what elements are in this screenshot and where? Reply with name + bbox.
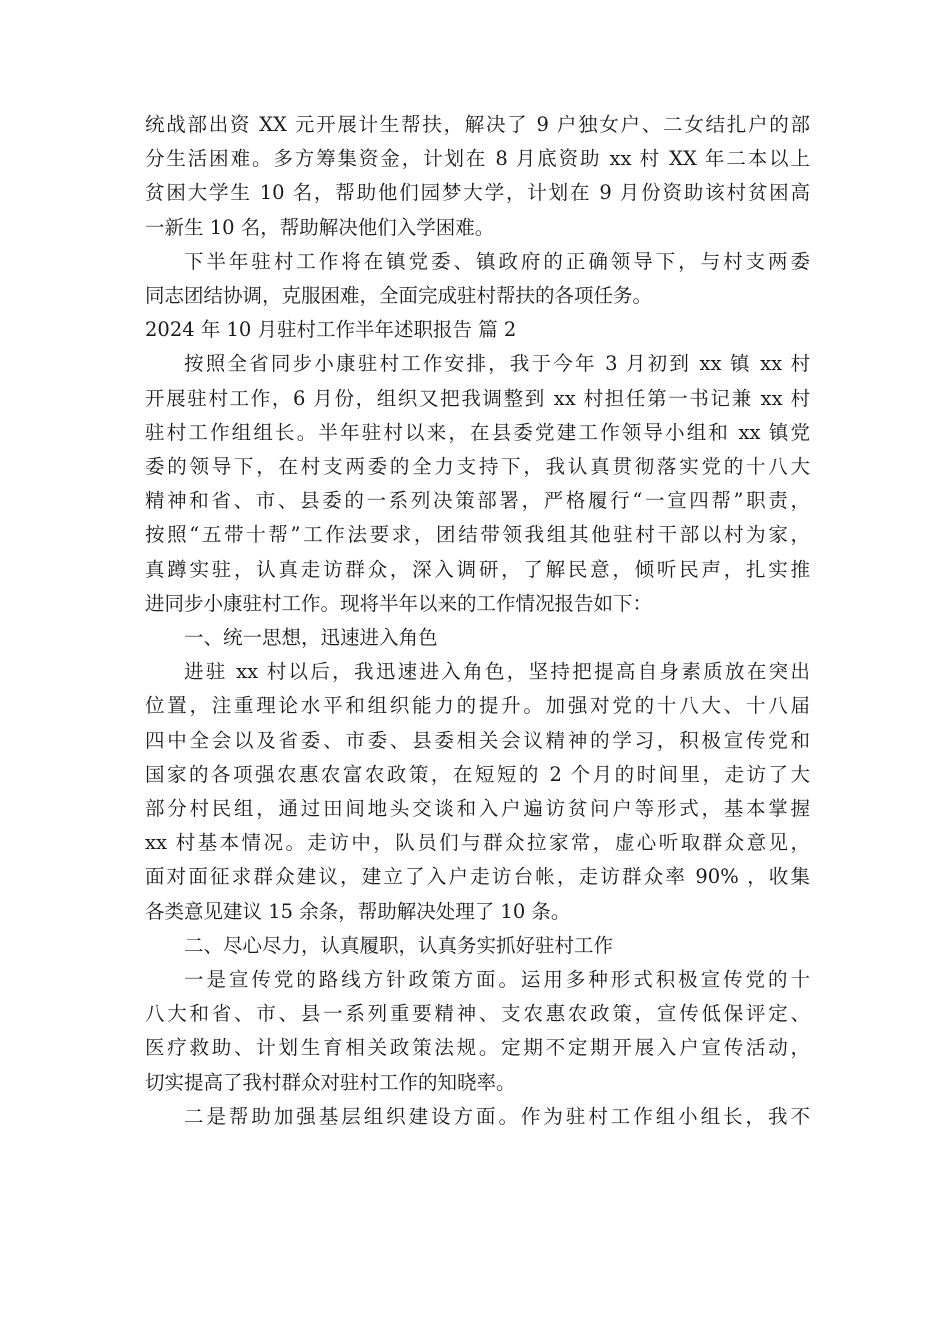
text-line: 切实提高了我村群众对驻村工作的知晓率。	[145, 1070, 516, 1094]
text-line: 按照“五带十帮”工作法要求，团结带领我组其他驻村干部以村为家，	[145, 523, 810, 547]
text-line: 一是宣传党的路线方针政策方面。运用多种形式积极宣传党的十	[184, 968, 810, 992]
text-line: 部分村民组，通过田间地头交谈和入户遍访贫问户等形式，基本掌握	[145, 797, 810, 821]
text-line: 进同步小康驻村工作。现将半年以来的工作情况报告如下：	[145, 591, 653, 615]
text-line: 二是帮助加强基层组织建设方面。作为驻村工作组小组长，我不	[184, 1104, 810, 1128]
text-line: 进驻 xx 村以后，我迅速进入角色，坚持把提高自身素质放在突出	[184, 660, 810, 684]
text-line: 各类意见建议 15 余条，帮助解决处理了 10 条。	[145, 899, 571, 923]
text-line: 按照全省同步小康驻村工作安排，我于今年 3 月初到 xx 镇 xx 村	[184, 352, 810, 376]
text-line: 面对面征求群众建议，建立了入户走访台帐，走访群众率 90% ，收集	[145, 865, 810, 889]
text-line: 分生活困难。多方筹集资金，计划在 8 月底资助 xx 村 XX 年二本以上	[145, 147, 810, 171]
text-line: 同志团结协调，克服困难，全面完成驻村帮扶的各项任务。	[145, 284, 653, 308]
text-line: 医疗救助、计划生育相关政策法规。定期不定期开展入户宣传活动，	[145, 1036, 810, 1060]
text-line: 八大和省、市、县一系列重要精神、支农惠农政策，宣传低保评定、	[145, 1002, 810, 1026]
text-line: 真蹲实驻，认真走访群众，深入调研，了解民意，倾听民声，扎实推	[145, 557, 810, 581]
text-line: xx 村基本情况。走访中，队员们与群众拉家常，虚心听取群众意见，	[145, 831, 810, 855]
text-line: 一、统一思想，迅速进入角色	[184, 626, 438, 650]
text-line: 贫困大学生 10 名，帮助他们园梦大学，计划在 9 月份资助该村贫困高	[145, 181, 810, 205]
text-line: 二、尽心尽力，认真履职，认真务实抓好驻村工作	[184, 933, 614, 957]
text-line: 开展驻村工作，6 月份，组织又把我调整到 xx 村担任第一书记兼 xx 村	[145, 386, 810, 410]
text-line: 统战部出资 XX 元开展计生帮扶，解决了 9 户独女户、二女结扎户的部	[145, 113, 810, 136]
text-line: 四中全会以及省委、市委、县委相关会议精神的学习，积极宣传党和	[145, 728, 810, 752]
text-line: 委的领导下，在村支两委的全力支持下，我认真贯彻落实党的十八大	[145, 455, 810, 479]
text-line: 驻村工作组组长。半年驻村以来，在县委党建工作领导小组和 xx 镇党	[145, 420, 810, 444]
text-line: 一新生 10 名，帮助解决他们入学困难。	[145, 215, 495, 239]
text-line: 国家的各项强农惠农富农政策，在短短的 2 个月的时间里，走访了大	[145, 762, 810, 786]
text-line: 2024 年 10 月驻村工作半年述职报告 篇 2	[145, 318, 517, 342]
document-page	[145, 108, 810, 1134]
text-line: 精神和省、市、县委的一系列决策部署，严格履行“一宣四帮”职责，	[145, 489, 810, 513]
text-line: 位置，注重理论水平和组织能力的提升。加强对党的十八大、十八届	[145, 694, 810, 718]
text-line: 下半年驻村工作将在镇党委、镇政府的正确领导下，与村支两委	[184, 249, 810, 273]
